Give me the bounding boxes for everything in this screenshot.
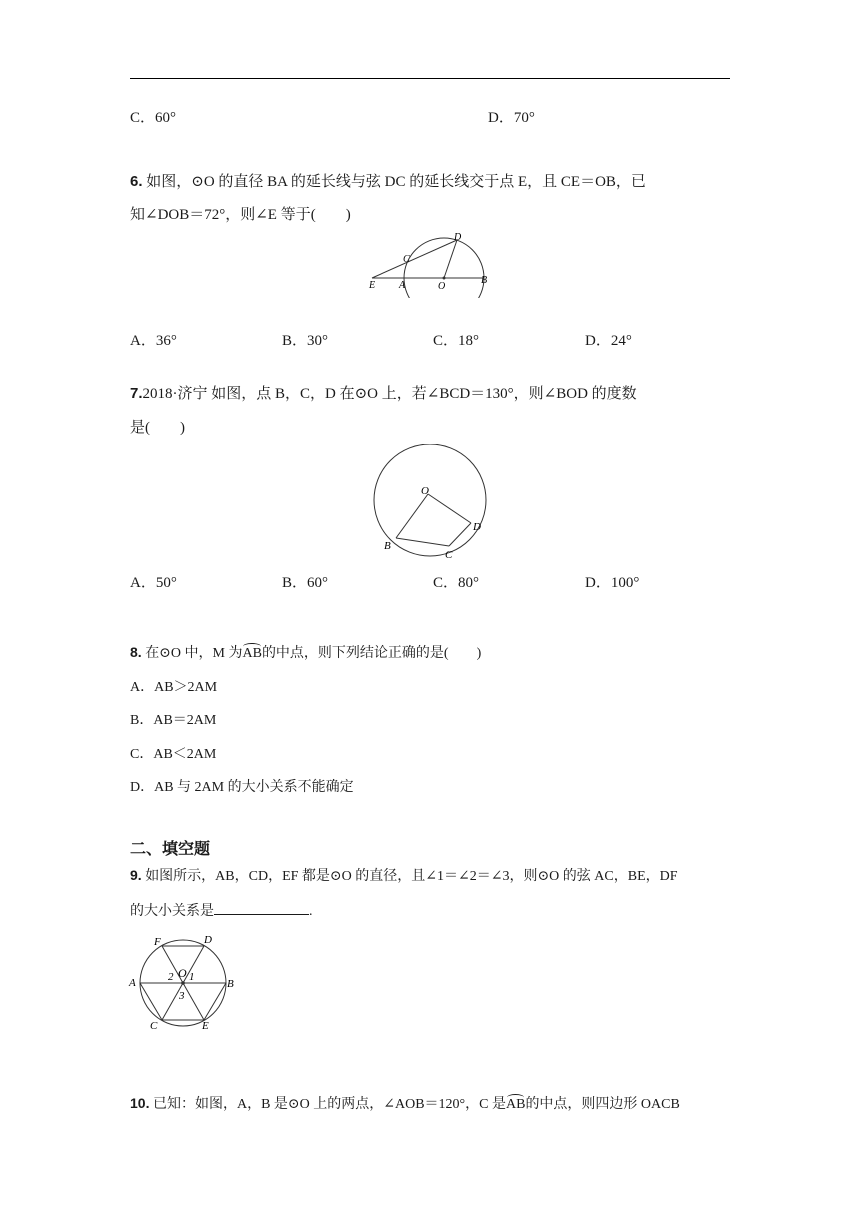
q6-figure (360, 228, 500, 298)
q9-number: 9. (130, 867, 142, 883)
q9-angle-2: 2 (168, 971, 174, 983)
q5-option-c: C．60° (130, 110, 177, 126)
q9-stem-end: . (309, 904, 313, 919)
q9-angle-3: 3 (179, 990, 185, 1002)
q7-label-b: B (384, 540, 391, 552)
q9-stem-line2: 的大小关系是 (130, 904, 214, 919)
q7-stem-line1: 2018·济宁 如图，点 B，C，D 在⊙O 上，若∠BCD＝130°，则∠BOD 的度数 (142, 386, 637, 402)
q10-number: 10. (130, 1095, 150, 1111)
q6-line1 (130, 170, 646, 191)
q6-option-b: B．30° (282, 333, 329, 349)
q9-line2 (130, 900, 313, 920)
q10-stem-post: 的中点，则四边形 OACB (525, 1097, 680, 1112)
q6-option-d: D．24° (585, 333, 632, 349)
q5-option-d: D．70° (488, 110, 535, 126)
q9-label-b: B (227, 978, 234, 990)
q9-angle-1: 1 (189, 971, 195, 983)
q8-option-d: D．AB 与 2AM 的大小关系不能确定 (130, 780, 354, 795)
q10-stem-pre: 已知：如图，A，B 是⊙O 上的两点，∠AOB＝120°，C 是 (152, 1097, 506, 1112)
q7-stem-line2: 是( ) (130, 420, 185, 436)
q8-number: 8. (130, 644, 142, 660)
q10-stem (130, 1093, 680, 1113)
q6-option-a: A．36° (130, 333, 177, 349)
q9-figure (126, 930, 240, 1036)
q6-option-c: C．18° (433, 333, 480, 349)
q9-stem-line1: 如图所示，AB，CD，EF 都是⊙O 的直径，且∠1＝∠2＝∠3，则⊙O 的弦 AC，BE，DF (145, 869, 678, 884)
q7-option-c: C．80° (433, 575, 480, 591)
q6-label-e: E (369, 280, 376, 291)
q8-stem (130, 642, 481, 662)
q7-label-c: C (445, 549, 453, 561)
q7-option-d: D．100° (585, 575, 640, 591)
q9-label-f: F (154, 936, 161, 948)
q7-line1 (130, 382, 637, 403)
q8-option-c: C．AB＜2AM (130, 747, 217, 762)
q6-stem-line2: 知∠DOB＝72°，则∠E 等于( ) (130, 207, 351, 223)
q6-label-c: C (403, 254, 410, 265)
q6-label-o: O (438, 281, 446, 292)
q9-label-a: A (129, 977, 136, 989)
q9-label-d: D (204, 934, 212, 946)
q7-option-b: B．60° (282, 575, 329, 591)
q7-label-o: O (421, 485, 429, 497)
q7-label-d: D (473, 521, 481, 533)
q7-number: 7. (130, 385, 143, 402)
q8-arc-ab: AB (242, 646, 262, 661)
top-rule (130, 78, 730, 79)
section-title: 二、填空题 (130, 841, 211, 858)
q10-arc-ab: AB (505, 1097, 526, 1112)
q7-figure (372, 444, 492, 566)
q8-stem-post: 的中点，则下列结论正确的是( ) (261, 646, 482, 661)
q6-label-d: D (454, 232, 462, 243)
q6-label-b: B (481, 275, 488, 286)
q8-option-b: B．AB＝2AM (130, 713, 217, 728)
q8-option-a: A．AB＞2AM (130, 680, 218, 695)
q9-label-o: O (178, 966, 187, 980)
q9-label-e: E (202, 1020, 209, 1032)
q9-line1 (130, 865, 678, 885)
q8-stem-pre: 在⊙O 中，M 为 (145, 646, 243, 661)
q6-number: 6. (130, 173, 143, 190)
q6-label-a: A (399, 280, 406, 291)
q7-option-a: A．50° (130, 575, 177, 591)
q6-stem-line1: 如图，⊙O 的直径 BA 的延长线与弦 DC 的延长线交于点 E，且 CE＝OB，已 (146, 174, 646, 190)
q9-label-c: C (150, 1020, 158, 1032)
q9-answer-blank (214, 900, 309, 915)
